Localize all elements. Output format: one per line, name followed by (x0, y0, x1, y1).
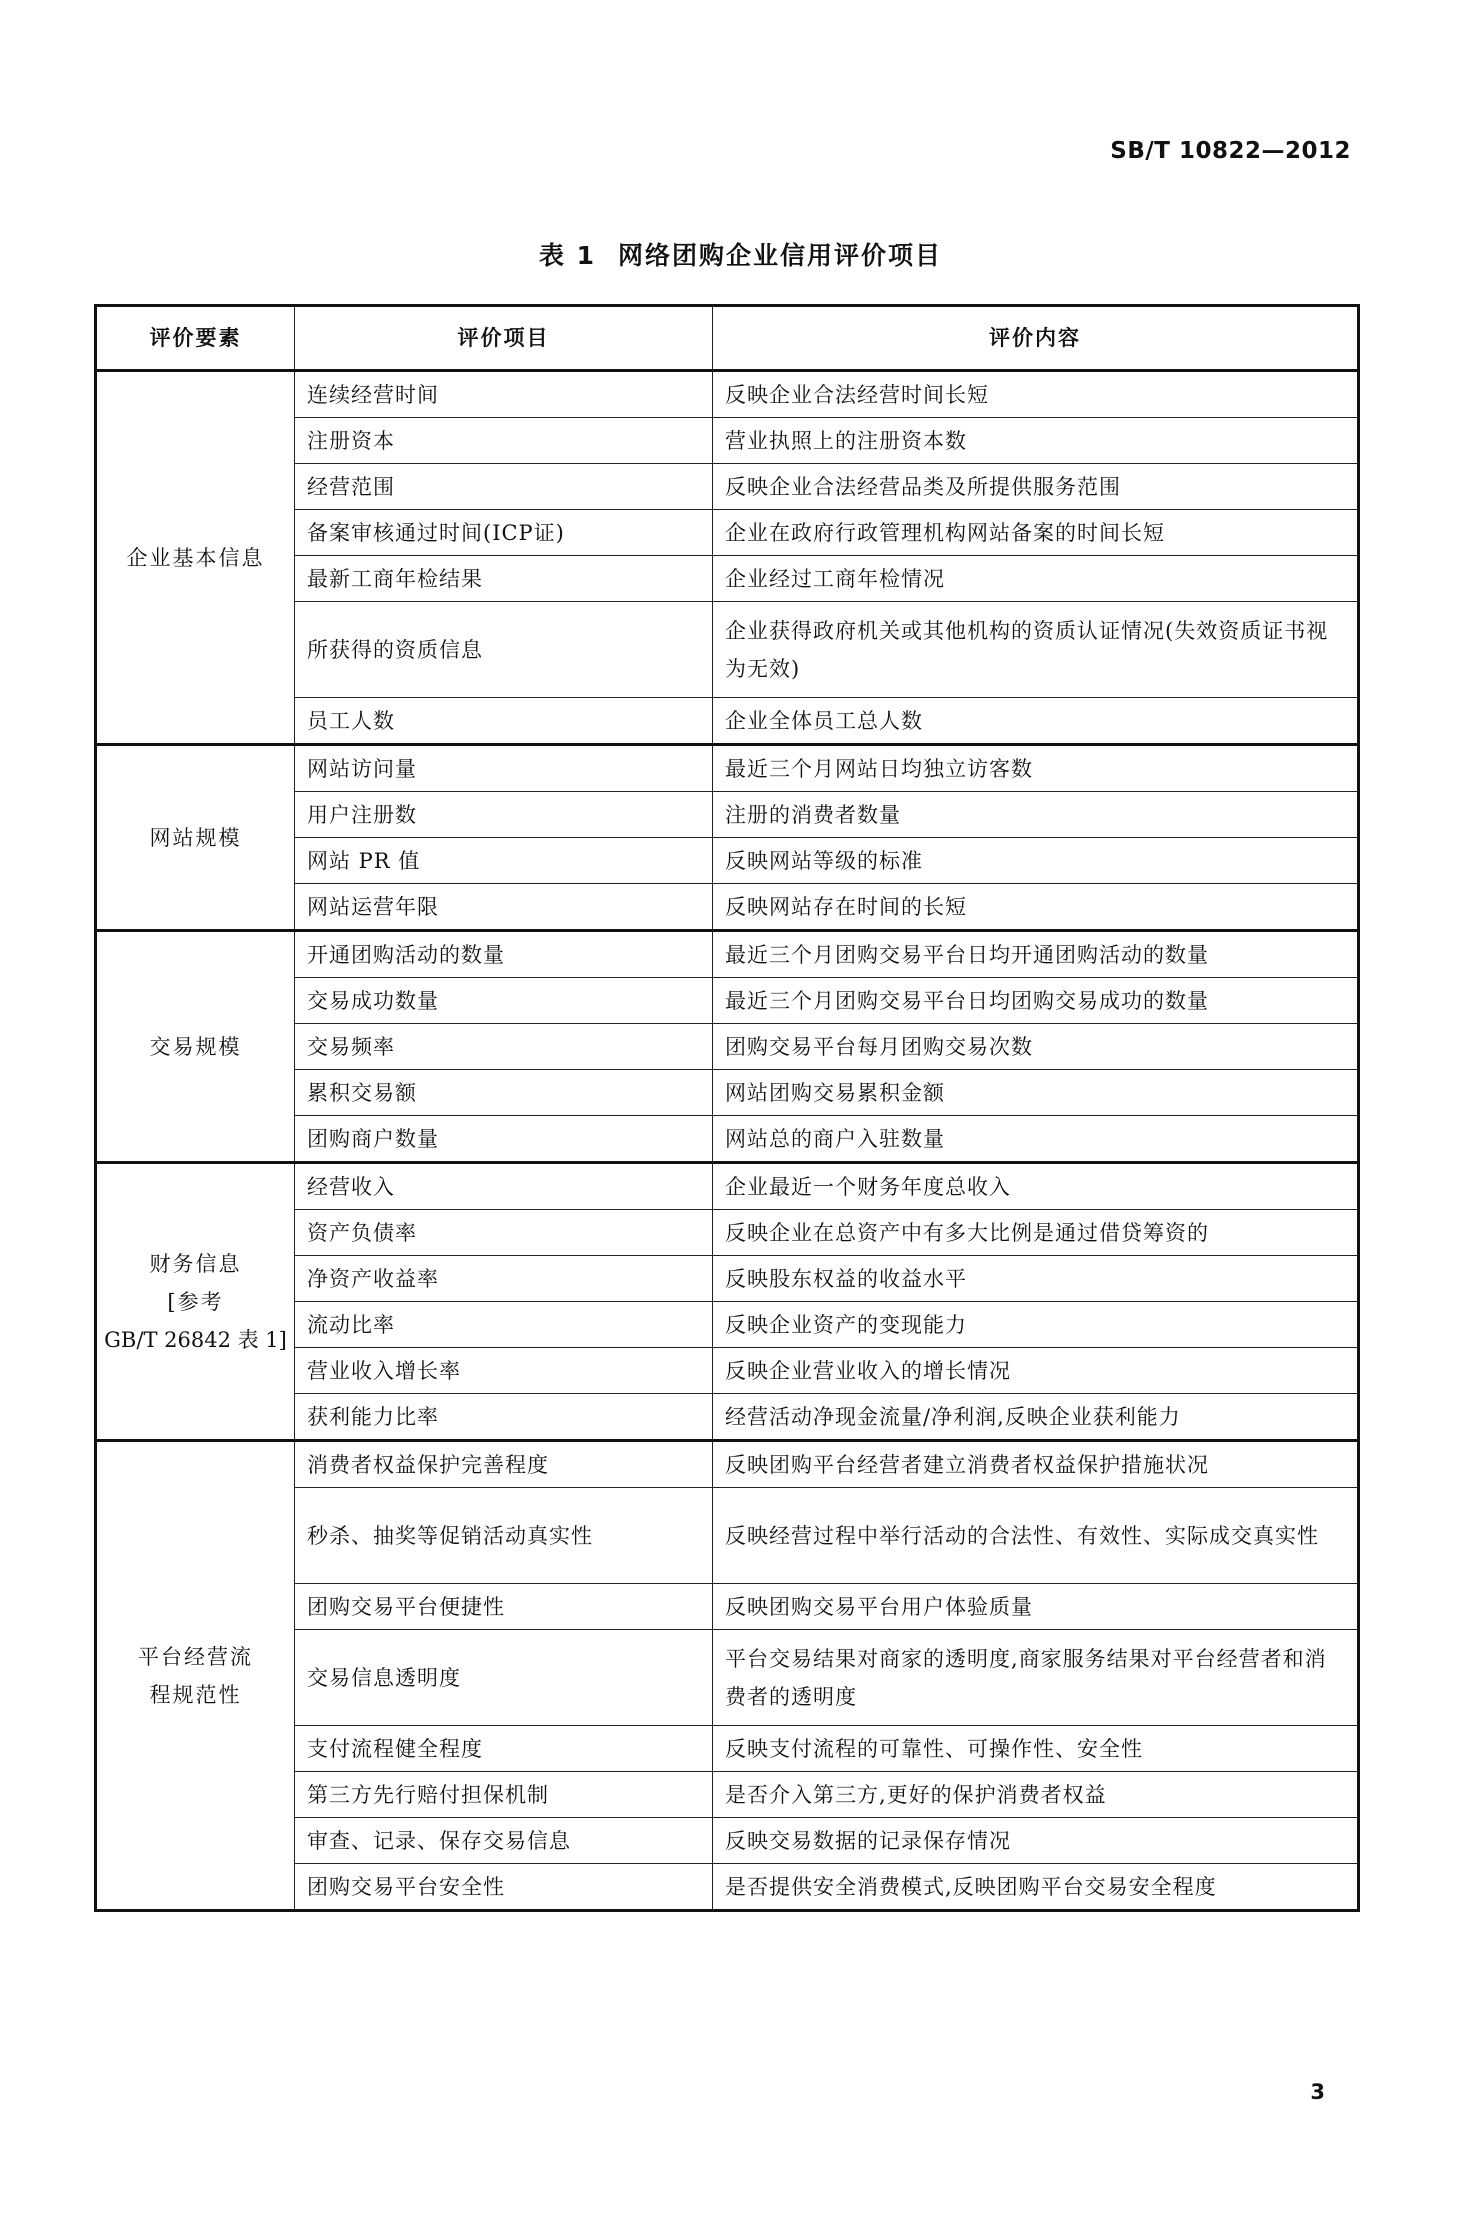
item-cell: 支付流程健全程度 (295, 1726, 713, 1772)
item-cell: 员工人数 (295, 698, 713, 745)
table-title-number: 表 1 (538, 241, 597, 270)
content-cell: 是否介入第三方,更好的保护消费者权益 (713, 1772, 1359, 1818)
item-cell: 团购商户数量 (295, 1116, 713, 1163)
item-cell: 消费者权益保护完善程度 (295, 1441, 713, 1488)
content-cell: 企业最近一个财务年度总收入 (713, 1163, 1359, 1210)
item-cell: 网站运营年限 (295, 884, 713, 931)
category-line: GB/T 26842 表 1] (104, 1327, 287, 1352)
content-cell: 最近三个月团购交易平台日均开通团购活动的数量 (713, 931, 1359, 978)
item-cell: 注册资本 (295, 418, 713, 464)
content-cell: 反映交易数据的记录保存情况 (713, 1818, 1359, 1864)
content-cell: 反映企业在总资产中有多大比例是通过借贷筹资的 (713, 1210, 1359, 1256)
header-cell-element: 评价要素 (96, 306, 295, 371)
table-row (96, 371, 1359, 418)
table-row (96, 1163, 1359, 1210)
item-cell: 资产负债率 (295, 1210, 713, 1256)
evaluation-table-container (94, 304, 1357, 1912)
category-cell: 企业基本信息 (96, 371, 295, 745)
item-cell: 获利能力比率 (295, 1394, 713, 1441)
item-cell: 累积交易额 (295, 1070, 713, 1116)
content-cell: 企业全体员工总人数 (713, 698, 1359, 745)
item-cell: 交易成功数量 (295, 978, 713, 1024)
item-cell: 连续经营时间 (295, 371, 713, 418)
content-cell: 反映团购平台经营者建立消费者权益保护措施状况 (713, 1441, 1359, 1488)
table-row (96, 745, 1359, 792)
content-cell: 网站团购交易累积金额 (713, 1070, 1359, 1116)
content-cell: 反映支付流程的可靠性、可操作性、安全性 (713, 1726, 1359, 1772)
content-cell: 是否提供安全消费模式,反映团购平台交易安全程度 (713, 1864, 1359, 1911)
content-cell: 反映网站存在时间的长短 (713, 884, 1359, 931)
item-cell: 团购交易平台便捷性 (295, 1584, 713, 1630)
table-header-row (96, 306, 1359, 371)
item-cell: 备案审核通过时间(ICP证) (295, 510, 713, 556)
content-cell: 经营活动净现金流量/净利润,反映企业获利能力 (713, 1394, 1359, 1441)
category-cell: 网站规模 (96, 745, 295, 931)
content-cell: 企业获得政府机关或其他机构的资质认证情况(失效资质证书视为无效) (713, 602, 1359, 698)
item-cell: 经营收入 (295, 1163, 713, 1210)
table-title (0, 236, 1481, 272)
content-cell: 平台交易结果对商家的透明度,商家服务结果对平台经营者和消费者的透明度 (713, 1630, 1359, 1726)
table-row (96, 1441, 1359, 1488)
item-cell: 经营范围 (295, 464, 713, 510)
item-cell: 审查、记录、保存交易信息 (295, 1818, 713, 1864)
table-row (96, 931, 1359, 978)
page-number: 3 (1310, 2080, 1325, 2104)
content-cell: 反映网站等级的标准 (713, 838, 1359, 884)
content-cell: 反映团购交易平台用户体验质量 (713, 1584, 1359, 1630)
content-cell: 营业执照上的注册资本数 (713, 418, 1359, 464)
content-cell: 反映企业营业收入的增长情况 (713, 1348, 1359, 1394)
item-cell: 净资产收益率 (295, 1256, 713, 1302)
content-cell: 反映企业合法经营时间长短 (713, 371, 1359, 418)
item-cell: 秒杀、抽奖等促销活动真实性 (295, 1488, 713, 1584)
category-line: 平台经营流 (138, 1644, 253, 1669)
item-cell: 第三方先行赔付担保机制 (295, 1772, 713, 1818)
item-cell: 交易频率 (295, 1024, 713, 1070)
item-cell: 流动比率 (295, 1302, 713, 1348)
category-cell (96, 1441, 295, 1911)
header-cell-item: 评价项目 (295, 306, 713, 371)
category-line: 财务信息 (149, 1251, 242, 1276)
content-cell: 网站总的商户入驻数量 (713, 1116, 1359, 1163)
content-cell: 反映企业资产的变现能力 (713, 1302, 1359, 1348)
item-cell: 用户注册数 (295, 792, 713, 838)
item-cell: 网站访问量 (295, 745, 713, 792)
table-title-text: 网络团购企业信用评价项目 (618, 241, 943, 270)
credit-evaluation-table (94, 304, 1360, 1912)
content-cell: 反映企业合法经营品类及所提供服务范围 (713, 464, 1359, 510)
content-cell: 团购交易平台每月团购交易次数 (713, 1024, 1359, 1070)
item-cell: 所获得的资质信息 (295, 602, 713, 698)
category-line: [参考 (167, 1289, 224, 1314)
category-cell: 交易规模 (96, 931, 295, 1163)
content-cell: 企业经过工商年检情况 (713, 556, 1359, 602)
standard-code: SB/T 10822—2012 (1110, 138, 1351, 164)
item-cell: 最新工商年检结果 (295, 556, 713, 602)
item-cell: 网站 PR 值 (295, 838, 713, 884)
content-cell: 企业在政府行政管理机构网站备案的时间长短 (713, 510, 1359, 556)
header-cell-content: 评价内容 (713, 306, 1359, 371)
item-cell: 开通团购活动的数量 (295, 931, 713, 978)
category-cell (96, 1163, 295, 1441)
category-line: 程规范性 (149, 1682, 242, 1707)
content-cell: 反映经营过程中举行活动的合法性、有效性、实际成交真实性 (713, 1488, 1359, 1584)
content-cell: 最近三个月网站日均独立访客数 (713, 745, 1359, 792)
item-cell: 交易信息透明度 (295, 1630, 713, 1726)
item-cell: 营业收入增长率 (295, 1348, 713, 1394)
content-cell: 反映股东权益的收益水平 (713, 1256, 1359, 1302)
content-cell: 注册的消费者数量 (713, 792, 1359, 838)
content-cell: 最近三个月团购交易平台日均团购交易成功的数量 (713, 978, 1359, 1024)
item-cell: 团购交易平台安全性 (295, 1864, 713, 1911)
